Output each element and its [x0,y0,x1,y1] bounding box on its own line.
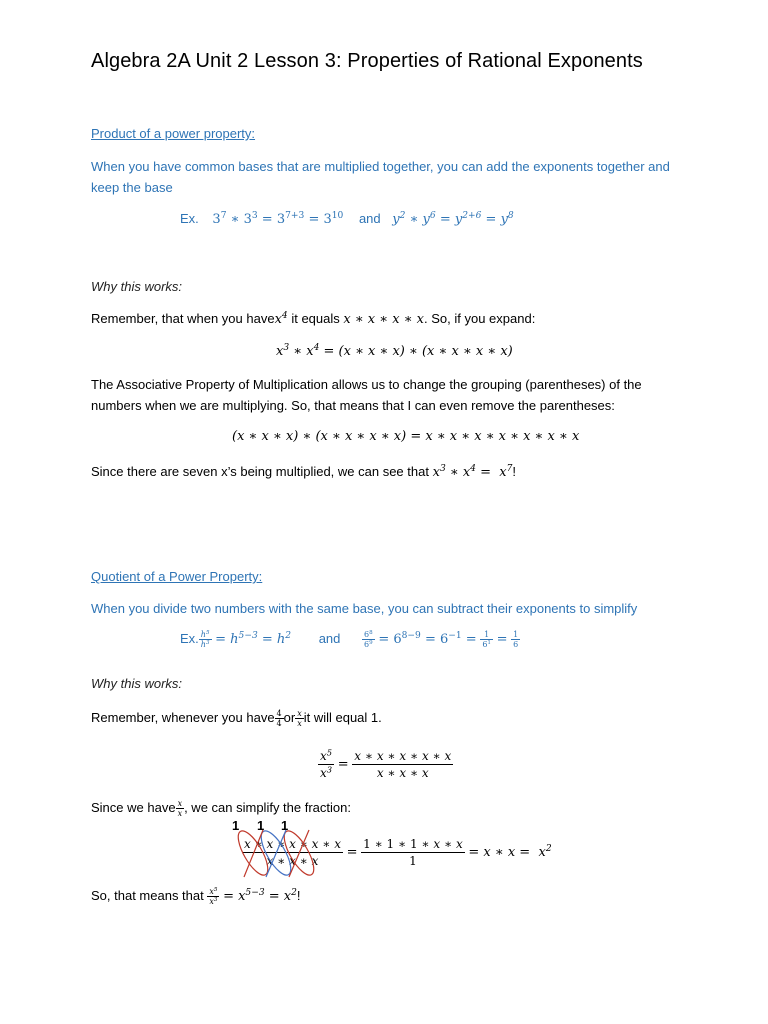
cancel-one-3: 1 [281,818,289,833]
quotient-ex-label: Ex. [180,630,199,646]
product-ex-label: Ex. [180,211,199,226]
quotient-ex-and: and [318,630,341,646]
quotient-description: When you divide two numbers with the same base, you can subtract their exponents to simplify [91,601,638,616]
quotient-conclusion: So, that means that $\frac{x^5}{x^3}$ = $x^{5-3} = x^2$! [91,886,301,906]
product-conclusion: Since there are seven x’s being multiplied, we can see that $x^3$ ∗ $x^4 = x^7$! [91,464,517,480]
quotient-remember-a: Remember, whenever you have [91,709,275,725]
cancel-one-1: 1 [232,818,240,833]
quotient-expand-equation: $\frac{x^5}{x^3}$ = $\frac{x ∗ x ∗ x ∗ x ∗ x}{x ∗ x ∗ x}$ [320,747,452,780]
associative-paragraph: The Associative Property of Multiplication allows us to change the grouping (parentheses) of the numbers when we are multiplying. So, that means that I can even remove the parentheses: [91,377,642,413]
product-since-a: Since there are seven x’s being multiplied, we can see that [91,464,429,479]
product-since-b: ! [512,464,517,479]
quotient-so-b: ! [296,887,301,903]
product-remember-a: Remember, that when you have [91,311,275,326]
quotient-since-a: Since we have [91,799,176,815]
quotient-remember-c: it will equal 1. [303,709,382,725]
quotient-remember-b: or [283,709,296,725]
quotient-since-line: Since we have $\frac{x}{x}$ , we can simplify the fraction: [91,799,351,818]
product-heading: Product of a power property: [91,126,256,141]
product-ex-and: and [358,211,381,226]
quotient-why-heading: Why this works: [91,676,183,691]
product-remember-line: Remember, that when you havex$^4$ it equals x ∗ x ∗ x ∗ x. So, if you expand: [91,311,536,327]
quotient-example: Ex. $\frac{h^5}{h^3}$ = $h^{5-3} = h^2$ and $\frac{6^8}{6^9}$ = $6^{8-9} = 6^{-1}$ = $\frac{1}{6^1}$ = $\frac{1}{6}$ [180,629,519,649]
product-example: Ex. $3^7$ ∗ $3^3 = 3^{7+3} = 3^{10}$ and $y^2$ ∗ $y^6 = y^{2+6} = y^8$ [180,211,514,227]
associative-equation: (x ∗ x ∗ x) ∗ (x ∗ x ∗ x ∗ x) = x ∗ x ∗ x ∗ x ∗ x ∗ x ∗ x [232,429,580,444]
cancel-oval-1 [233,827,274,879]
quotient-remember-line: Remember, whenever you have $\frac{4}{4}$ or $\frac{x}{x}$ it will equal 1. [91,709,382,728]
product-description: When you have common bases that are multiplied together, you can add the exponents together and keep the base [91,159,670,195]
product-why-heading: Why this works: [91,279,183,294]
product-remember-c: . So, if you expand: [424,311,536,326]
page-title: Algebra 2A Unit 2 Lesson 3: Properties of Rational Exponents [91,50,643,72]
quotient-so-a: So, that means that [91,887,204,903]
cancel-equation: $\frac{x ∗ x ∗ x ∗ x ∗ x}{x ∗ x ∗ x}$ = $\frac{1 ∗ 1 ∗ 1 ∗ x ∗ x}{1}$ = x ∗ $x = x^2$ [244,837,552,868]
cancel-one-2: 1 [257,818,265,833]
product-expand-equation: $x^3$ ∗ $x^4 = (x$ ∗ x ∗ x) ∗ (x ∗ x ∗ x ∗ x) [276,343,513,359]
quotient-heading: Quotient of a Power Property: [91,569,263,584]
quotient-since-b: , we can simplify the fraction: [184,799,351,815]
cancel-slash-1 [244,830,263,877]
product-remember-b: it equals [291,311,340,326]
